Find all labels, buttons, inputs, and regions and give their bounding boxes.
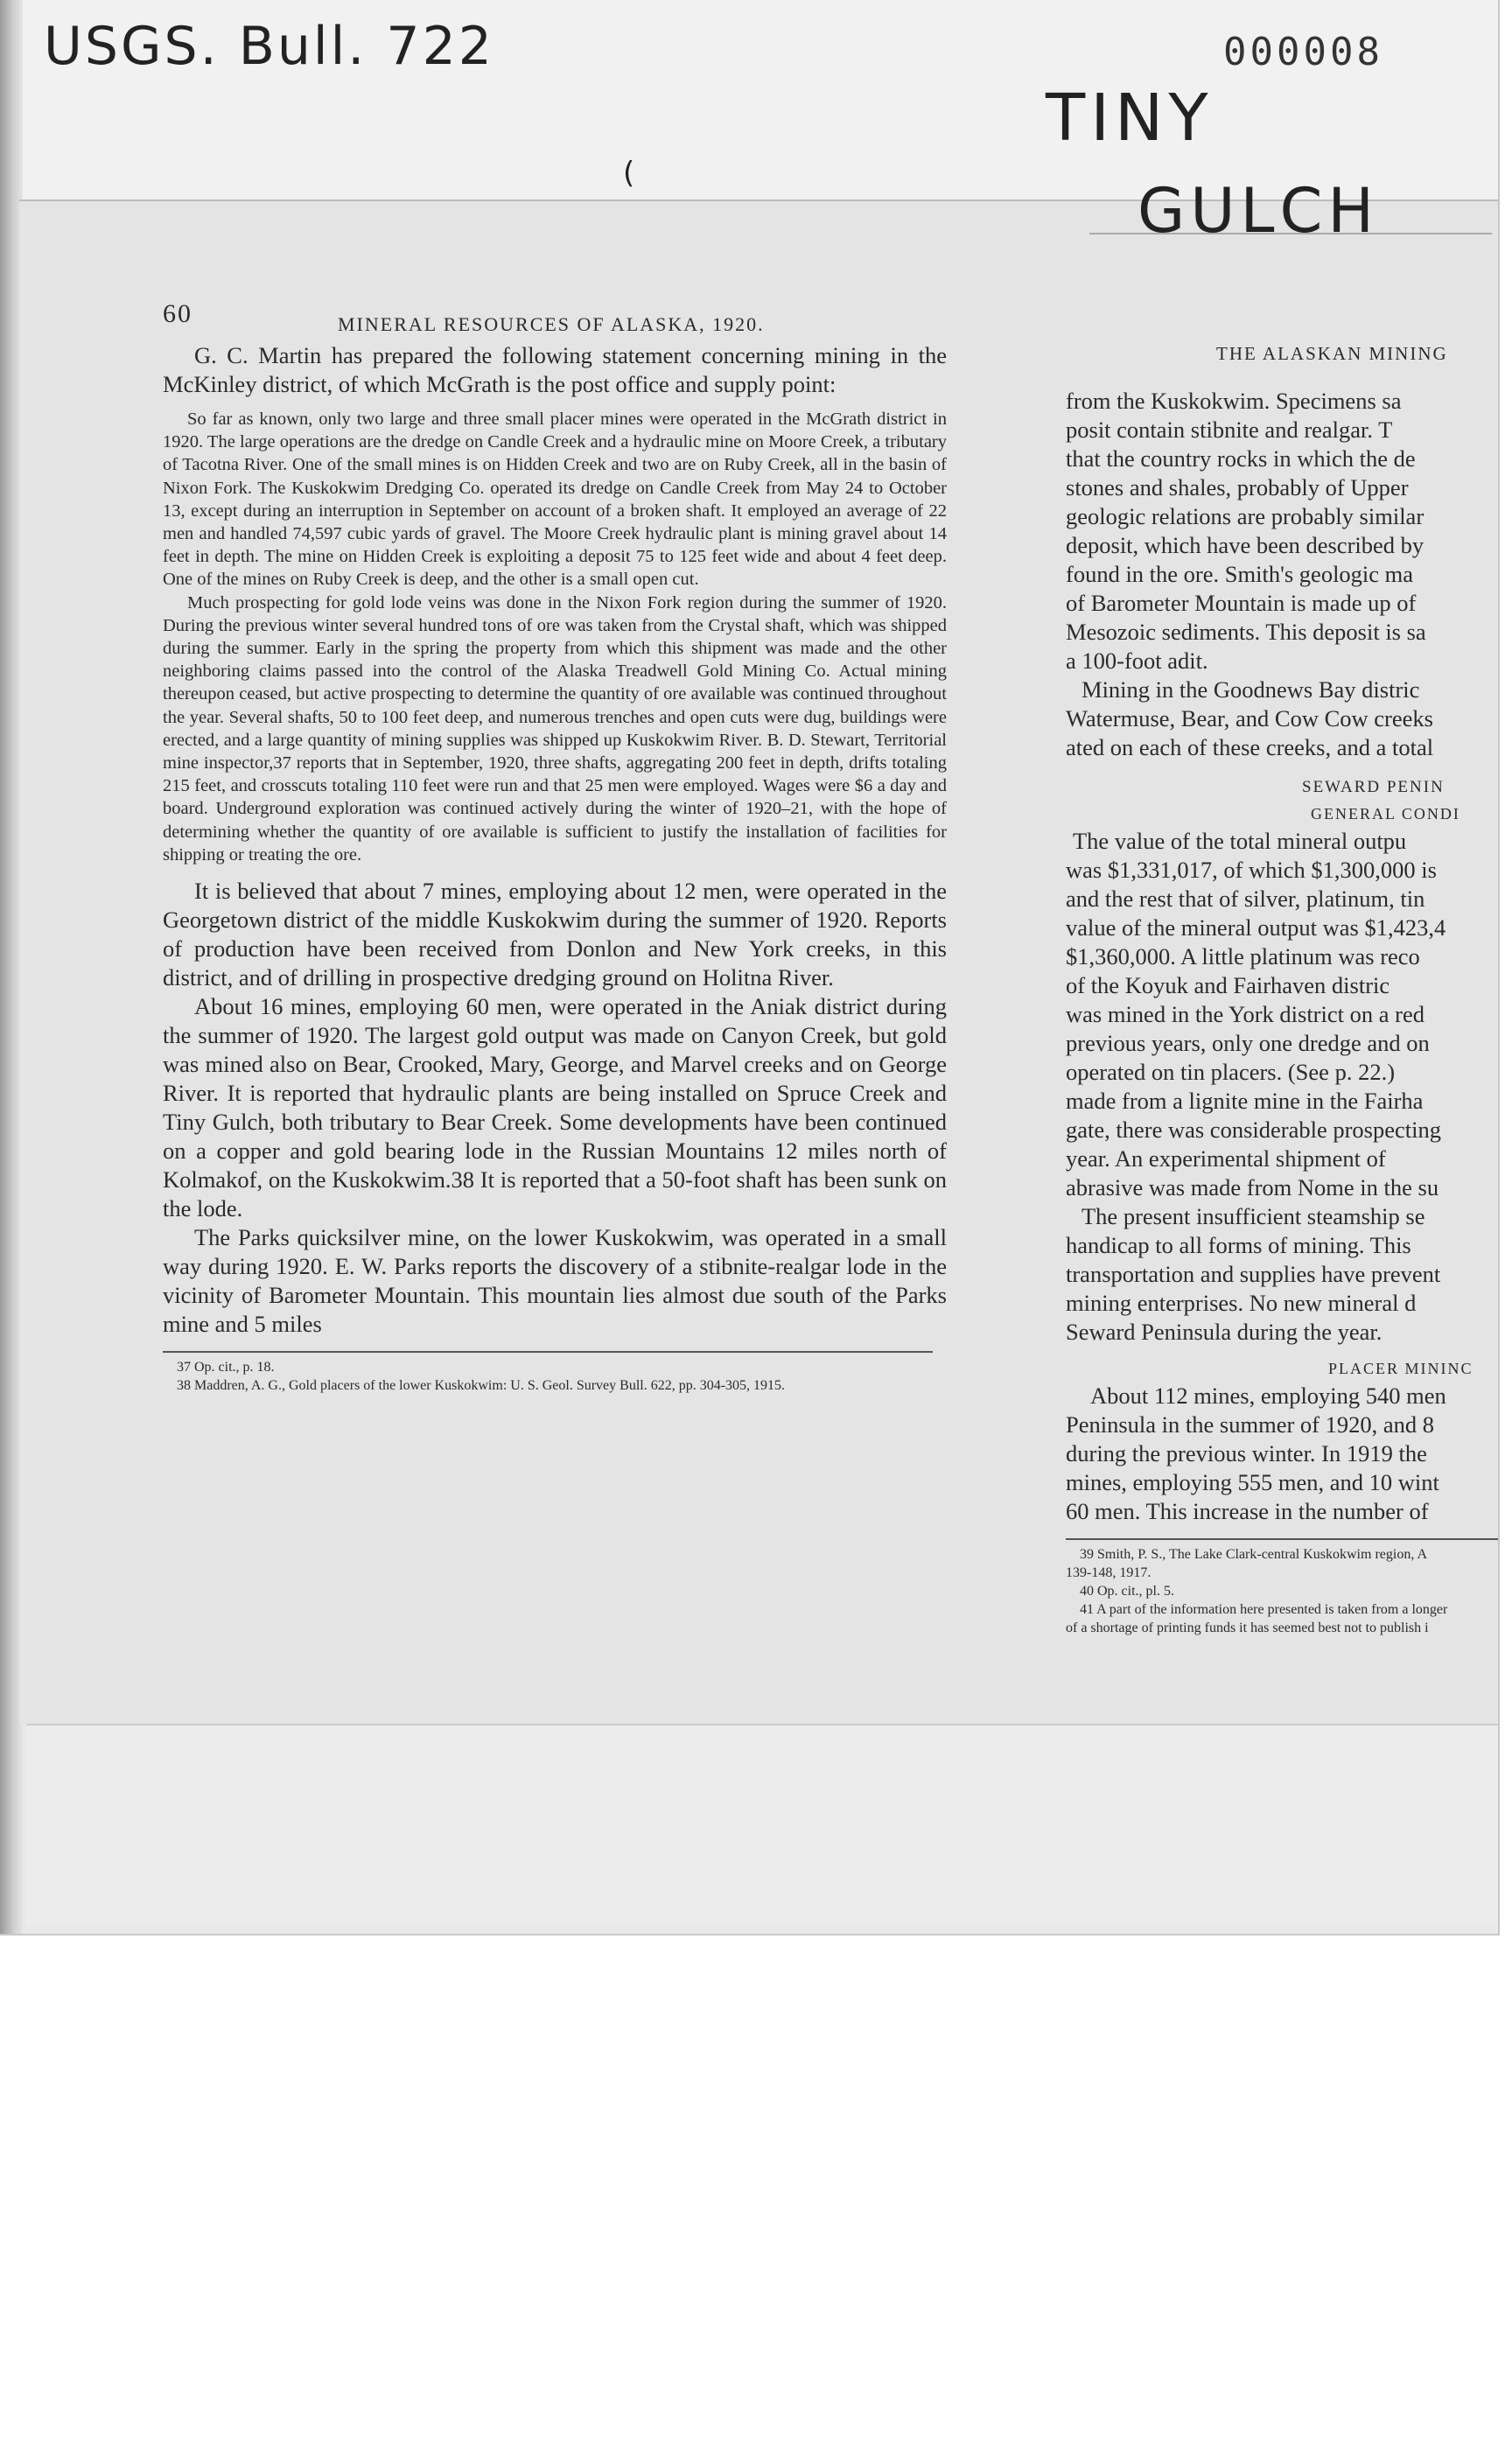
text-line: Watermuse, Bear, and Cow Cow creeks [1066, 705, 1433, 732]
section-heading-seward: SEWARD PENIN [1302, 778, 1445, 796]
text-line: deposit, which have been described by [1066, 532, 1424, 558]
quote-nixon-fork-lodes: Much prospecting for gold lode veins was done in the Nixon Fork region during the summer of 1920. During the previous winter several hundred tons of ore was taken from the Crystal shaft, which was shipped during the summer. Early in the spring the property from which this shipment was made and the other neighboring claims passed into the control of the Alaska Treadwell Gold Mining Co. Actual mining thereupon ceased, but active prospecting to determine the quantity of ore available was continued throughout the year. Several shafts, 50 to 100 feet deep, and numerous trenches and open cuts were dug, buildings were erected, and a large quantity of mining supplies was shipped up Kuskokwim River. B. D. Stewart, Territorial mine inspector,37 reports that in September, 1920, three shafts, aggregating 200 feet in depth, drifts totaling 215 feet, and crosscuts totaling 110 feet were run and that 25 men were employed. Wages were $6 a day and board. Underground exploration was continued actively during the winter of 1920–21, with the hope of determining whether the quantity of ore available is sufficient to justify the installation of facilities for shipping or treating the ore. [163, 592, 947, 864]
footnote-37: 37 Op. cit., p. 18. [177, 1360, 275, 1376]
text-line: year. An experimental shipment of [1066, 1145, 1386, 1172]
running-header [163, 296, 947, 341]
text-line: previous years, only one dredge and on [1066, 1030, 1430, 1056]
footnote-41: 41 A part of the information here presented is taken from a longer [1080, 1602, 1448, 1617]
handwritten-mark: ( [623, 156, 635, 191]
paragraph-mckinley: G. C. Martin has prepared the following statement concerning mining in the McKinley district, of which McGrath is the post office and supply point: [163, 342, 947, 397]
quote-mcgrath-placers: So far as known, only two large and three small placer mines were operated in the McGrath district in 1920. The large operations are the dredge on Candle Creek and a hydraulic mine on Moore Creek, a tributary of Tacotna River. One of the small mines is on Hidden Creek and two are on Ruby Creek, all in the basin of Nixon Fork. The Kuskokwim Dredging Co. operated its dredge on Candle Creek from May 24 to October 13, except during an interruption in September on account of a broken shaft. It employed an average of 22 men and handled 74,597 cubic yards of gravel. The Moore Creek hydraulic plant is mining gravel about 14 feet in depth. The mine on Hidden Creek is exploiting a deposit 75 to 125 feet wide and about 4 feet deep. One of the mines on Ruby Creek is deep, and the other is a small open cut. [163, 410, 947, 590]
text-line: $1,360,000. A little platinum was reco [1066, 943, 1420, 970]
footnote-38: 38 Maddren, A. G., Gold placers of the lower Kuskokwim: U. S. Geol. Survey Bull. 622, pp. 304-305, 1915. [177, 1378, 786, 1394]
right-paragraph-steamship [1066, 1202, 1498, 1347]
text-line: ated on each of these creeks, and a total [1066, 734, 1434, 760]
right-running-title: THE ALASKAN MINING [1216, 343, 1448, 364]
paragraph-parks-quicksilver: The Parks quicksilver mine, on the lower Kuskokwim, was operated in a small way during 1920. E. W. Parks reports the discovery of a stibnite-realgar lode in the vicinity of Barometer Mountain. This mountain lies almost due south of the Parks mine and 5 miles [163, 1224, 947, 1338]
text-line: Peninsula in the summer of 1920, and 8 [1066, 1411, 1434, 1438]
text-line: Mesozoic sediments. This deposit is sa [1066, 619, 1426, 645]
right-paragraph-mineral-output [1066, 827, 1498, 1202]
text-line: of Barometer Mountain is made up of [1066, 590, 1417, 616]
footnote-rule [163, 1351, 933, 1353]
right-column [1066, 341, 1498, 1637]
text-line: that the country rocks in which the de [1066, 445, 1416, 472]
footnote-39-cont: 139-148, 1917. [1066, 1565, 1152, 1580]
text-line: handicap to all forms of mining. This [1066, 1232, 1411, 1258]
left-column [163, 296, 947, 1395]
right-footnotes [1066, 1545, 1498, 1637]
footnote-39: 39 Smith, P. S., The Lake Clark-central Kuskokwim region, A [1080, 1547, 1427, 1562]
text-line: The value of the total mineral outpu [1073, 828, 1407, 854]
text-line: of the Koyuk and Fairhaven distric [1066, 972, 1390, 998]
text-line: and the rest that of silver, platinum, tin [1066, 886, 1425, 912]
paragraph-georgetown: It is believed that about 7 mines, employing about 12 men, were operated in the Georgetown district of the middle Kuskokwim during the summer of 1920. Reports of production have been received from Donlon and New York creeks, in this district, and of drilling in prospective dredging ground on Holitna River. [163, 878, 947, 991]
running-title: MINERAL RESOURCES OF ALASKA, 1920. [338, 313, 765, 335]
text-line: posit contain stibnite and realgar. T [1066, 416, 1393, 443]
text-line: About 112 mines, employing 540 men [1090, 1382, 1446, 1409]
text-line: gate, there was considerable prospecting [1066, 1116, 1441, 1143]
handwritten-title: USGS. Bull. 722 [44, 16, 494, 77]
handwritten-label-gulch: GULCH [1138, 175, 1379, 247]
right-paragraph-stibnite [1066, 387, 1498, 676]
text-line: abrasive was made from Nome in the su [1066, 1174, 1439, 1200]
text-line: geologic relations are probably similar [1066, 503, 1424, 529]
paragraph-aniak: About 16 mines, employing 60 men, were operated in the Aniak district during the summer of 1920. The largest gold output was made on Canyon Creek, but gold was mined also on Bear, Crooked, Mary, George, and Marvel creeks and on George River. It is reported that hydraulic plants are being installed on Spruce Creek and Tiny Gulch, both tributary to Bear Creek. Some developments have been continued on a copper and gold bearing lode in the Russian Mountains 12 miles north of Kolmakof, on the Kuskokwim.38 It is reported that a 50-foot shaft has been sunk on the lode. [163, 993, 947, 1222]
handwritten-label-tiny: TINY [1046, 80, 1214, 156]
document-number-stamp: 000008 [1223, 30, 1383, 74]
text-line: 60 men. This increase in the number of [1066, 1498, 1429, 1524]
text-line: Seward Peninsula during the year. [1066, 1319, 1382, 1345]
text-line: Mining in the Goodnews Bay distric [1082, 676, 1420, 703]
footnote-41-cont: of a shortage of printing funds it has seemed best not to publish i [1066, 1620, 1429, 1635]
text-line: from the Kuskokwim. Specimens sa [1066, 388, 1402, 414]
page-number: 60 [163, 299, 192, 328]
text-line: mines, employing 555 men, and 10 wint [1066, 1469, 1439, 1495]
text-line: mining enterprises. No new mineral d [1066, 1290, 1417, 1316]
text-line: value of the mineral output was $1,423,4 [1066, 914, 1446, 941]
subheading-placer-mining: PLACER MININC [1328, 1360, 1474, 1377]
footnote-40: 40 Op. cit., pl. 5. [1080, 1584, 1174, 1599]
text-line: was mined in the York district on a red [1066, 1001, 1424, 1027]
text-line: during the previous winter. In 1919 the [1066, 1440, 1427, 1466]
right-paragraph-112-mines [1066, 1382, 1498, 1526]
text-line: operated on tin placers. (See p. 22.) [1066, 1059, 1396, 1085]
text-line: was $1,331,017, of which $1,300,000 is [1066, 857, 1437, 883]
text-line: The present insufficient steamship se [1082, 1203, 1425, 1229]
text-line: made from a lignite mine in the Fairha [1066, 1088, 1424, 1114]
text-line: transportation and supplies have prevent [1066, 1261, 1441, 1287]
text-line: stones and shales, probably of Upper [1066, 474, 1409, 500]
subheading-general: GENERAL CONDI [1311, 805, 1460, 822]
right-paragraph-goodnews [1066, 676, 1498, 762]
lower-sheet-edge [26, 1724, 1498, 1925]
text-line: a 100-foot adit. [1066, 648, 1208, 674]
text-line: found in the ore. Smith's geologic ma [1066, 561, 1414, 587]
page-cut-line [1089, 233, 1492, 234]
right-footnote-rule [1066, 1538, 1498, 1540]
